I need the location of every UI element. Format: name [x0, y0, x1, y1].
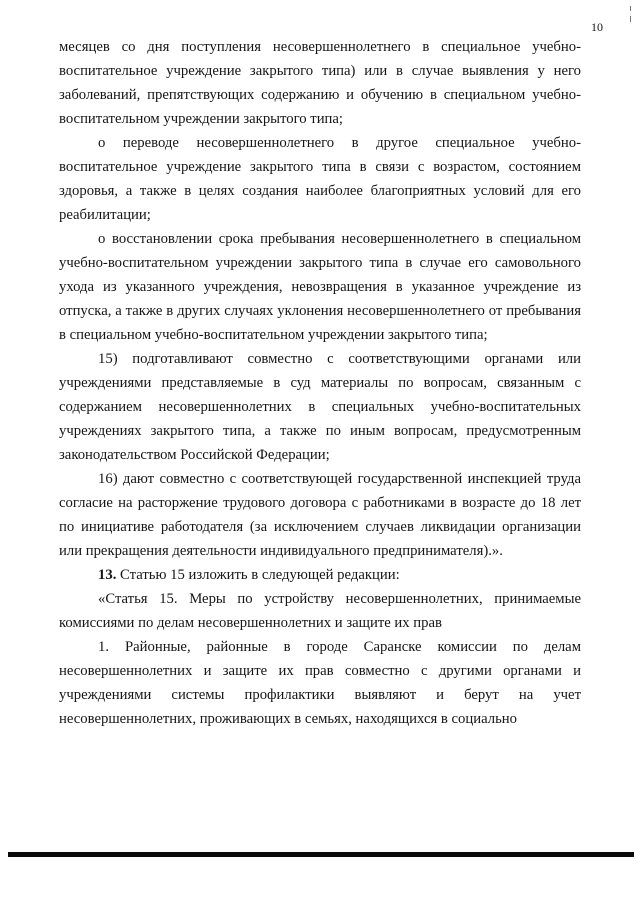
- paragraph-line: содержанием несовершеннолетних в специальных учебно-воспитательных: [59, 399, 581, 415]
- paragraph-line: о восстановлении срока пребывания несовершеннолетнего в специальном: [98, 231, 581, 247]
- bottom-scan-border: [8, 852, 634, 857]
- paragraph-line: законодательством Российской Федерации;: [59, 447, 330, 463]
- paragraph-6: [59, 563, 581, 587]
- paragraph-line: несовершеннолетних, проживающих в семьях, находящихся в социально: [59, 711, 517, 727]
- paragraph-line: типа;: [454, 327, 488, 343]
- paragraph-1: [59, 35, 581, 131]
- paragraph-line: труда согласие на расторжение трудового договора с работниками в возрасте до: [59, 471, 581, 511]
- paragraph-line: здоровья, а также в целях создания наиболее благоприятных условий для его: [59, 183, 581, 199]
- document-body: [59, 35, 581, 731]
- paragraph-line: пребывания в специальном учебно-воспитательном учреждении закрытого: [59, 303, 581, 343]
- page-number: 10: [591, 20, 603, 34]
- paragraph-3: [59, 227, 581, 347]
- paragraph-line: несовершеннолетних и защите их прав совместно с другими органами и: [59, 663, 581, 679]
- scan-edge-mark: [630, 16, 631, 22]
- paragraph-4: [59, 347, 581, 467]
- paragraph-line: воспитательном учреждении закрытого типа;: [59, 111, 344, 127]
- paragraph-line: 16) дают совместно с соответствующей государственной инспекцией: [98, 471, 542, 487]
- paragraph-line: месяцев со дня поступления несовершеннолетнего в специальное учебно-: [59, 39, 581, 55]
- item-number: 13.: [98, 567, 117, 583]
- paragraph-line: учреждениях закрытого типа, а также по иным вопросам, предусмотренным: [59, 423, 581, 439]
- paragraph-line: заболеваний, препятствующих содержанию и обучению в специальном учебно-: [59, 87, 581, 103]
- paragraph-line: Статью 15 изложить в следующей редакции:: [116, 567, 400, 583]
- paragraph-line: организации или прекращения деятельности индивидуального: [59, 519, 581, 559]
- paragraph-2: [59, 131, 581, 227]
- paragraph-line: отпуска, а также в других случаях уклонения несовершеннолетнего от: [59, 303, 503, 319]
- paragraph-line: 18 лет по инициативе работодателя (за исключением случаев ликвидации: [59, 495, 582, 535]
- paragraph-line: предпринимателя).».: [373, 543, 503, 559]
- paragraph-line: 1. Районные, районные в городе Саранске комиссии по делам: [98, 639, 581, 655]
- paragraph-line: учреждениями представляемые в суд материалы по вопросам, связанным с: [59, 375, 581, 391]
- paragraph-line: учреждениями системы профилактики выявляют и берут на учет: [59, 687, 581, 703]
- paragraph-8: [59, 635, 581, 731]
- paragraph-line: ухода из указанного учреждения, невозвращения в указанное учреждение из: [59, 279, 581, 295]
- paragraph-line: воспитательное учреждение закрытого типа в связи с возрастом, состоянием: [59, 159, 581, 175]
- paragraph-line: 15) подготавливают совместно с соответствующими органами или: [98, 351, 581, 367]
- paragraph-line: реабилитации;: [59, 207, 151, 223]
- paragraph-line: «Статья 15. Меры по устройству несовершеннолетних, принимаемые: [98, 591, 581, 607]
- paragraph-line: комиссиями по делам несовершеннолетних и защите их прав: [59, 615, 442, 631]
- paragraph-7: [59, 587, 581, 635]
- paragraph-5: [59, 467, 581, 563]
- paragraph-line: учебно-воспитательном учреждении закрытого типа в случае его самовольного: [59, 255, 581, 271]
- paragraph-line: о переводе несовершеннолетнего в другое специальное учебно-: [98, 135, 581, 151]
- paragraph-line: воспитательное учреждение закрытого типа) или в случае выявления у него: [59, 63, 581, 79]
- scan-edge-mark: [630, 6, 631, 11]
